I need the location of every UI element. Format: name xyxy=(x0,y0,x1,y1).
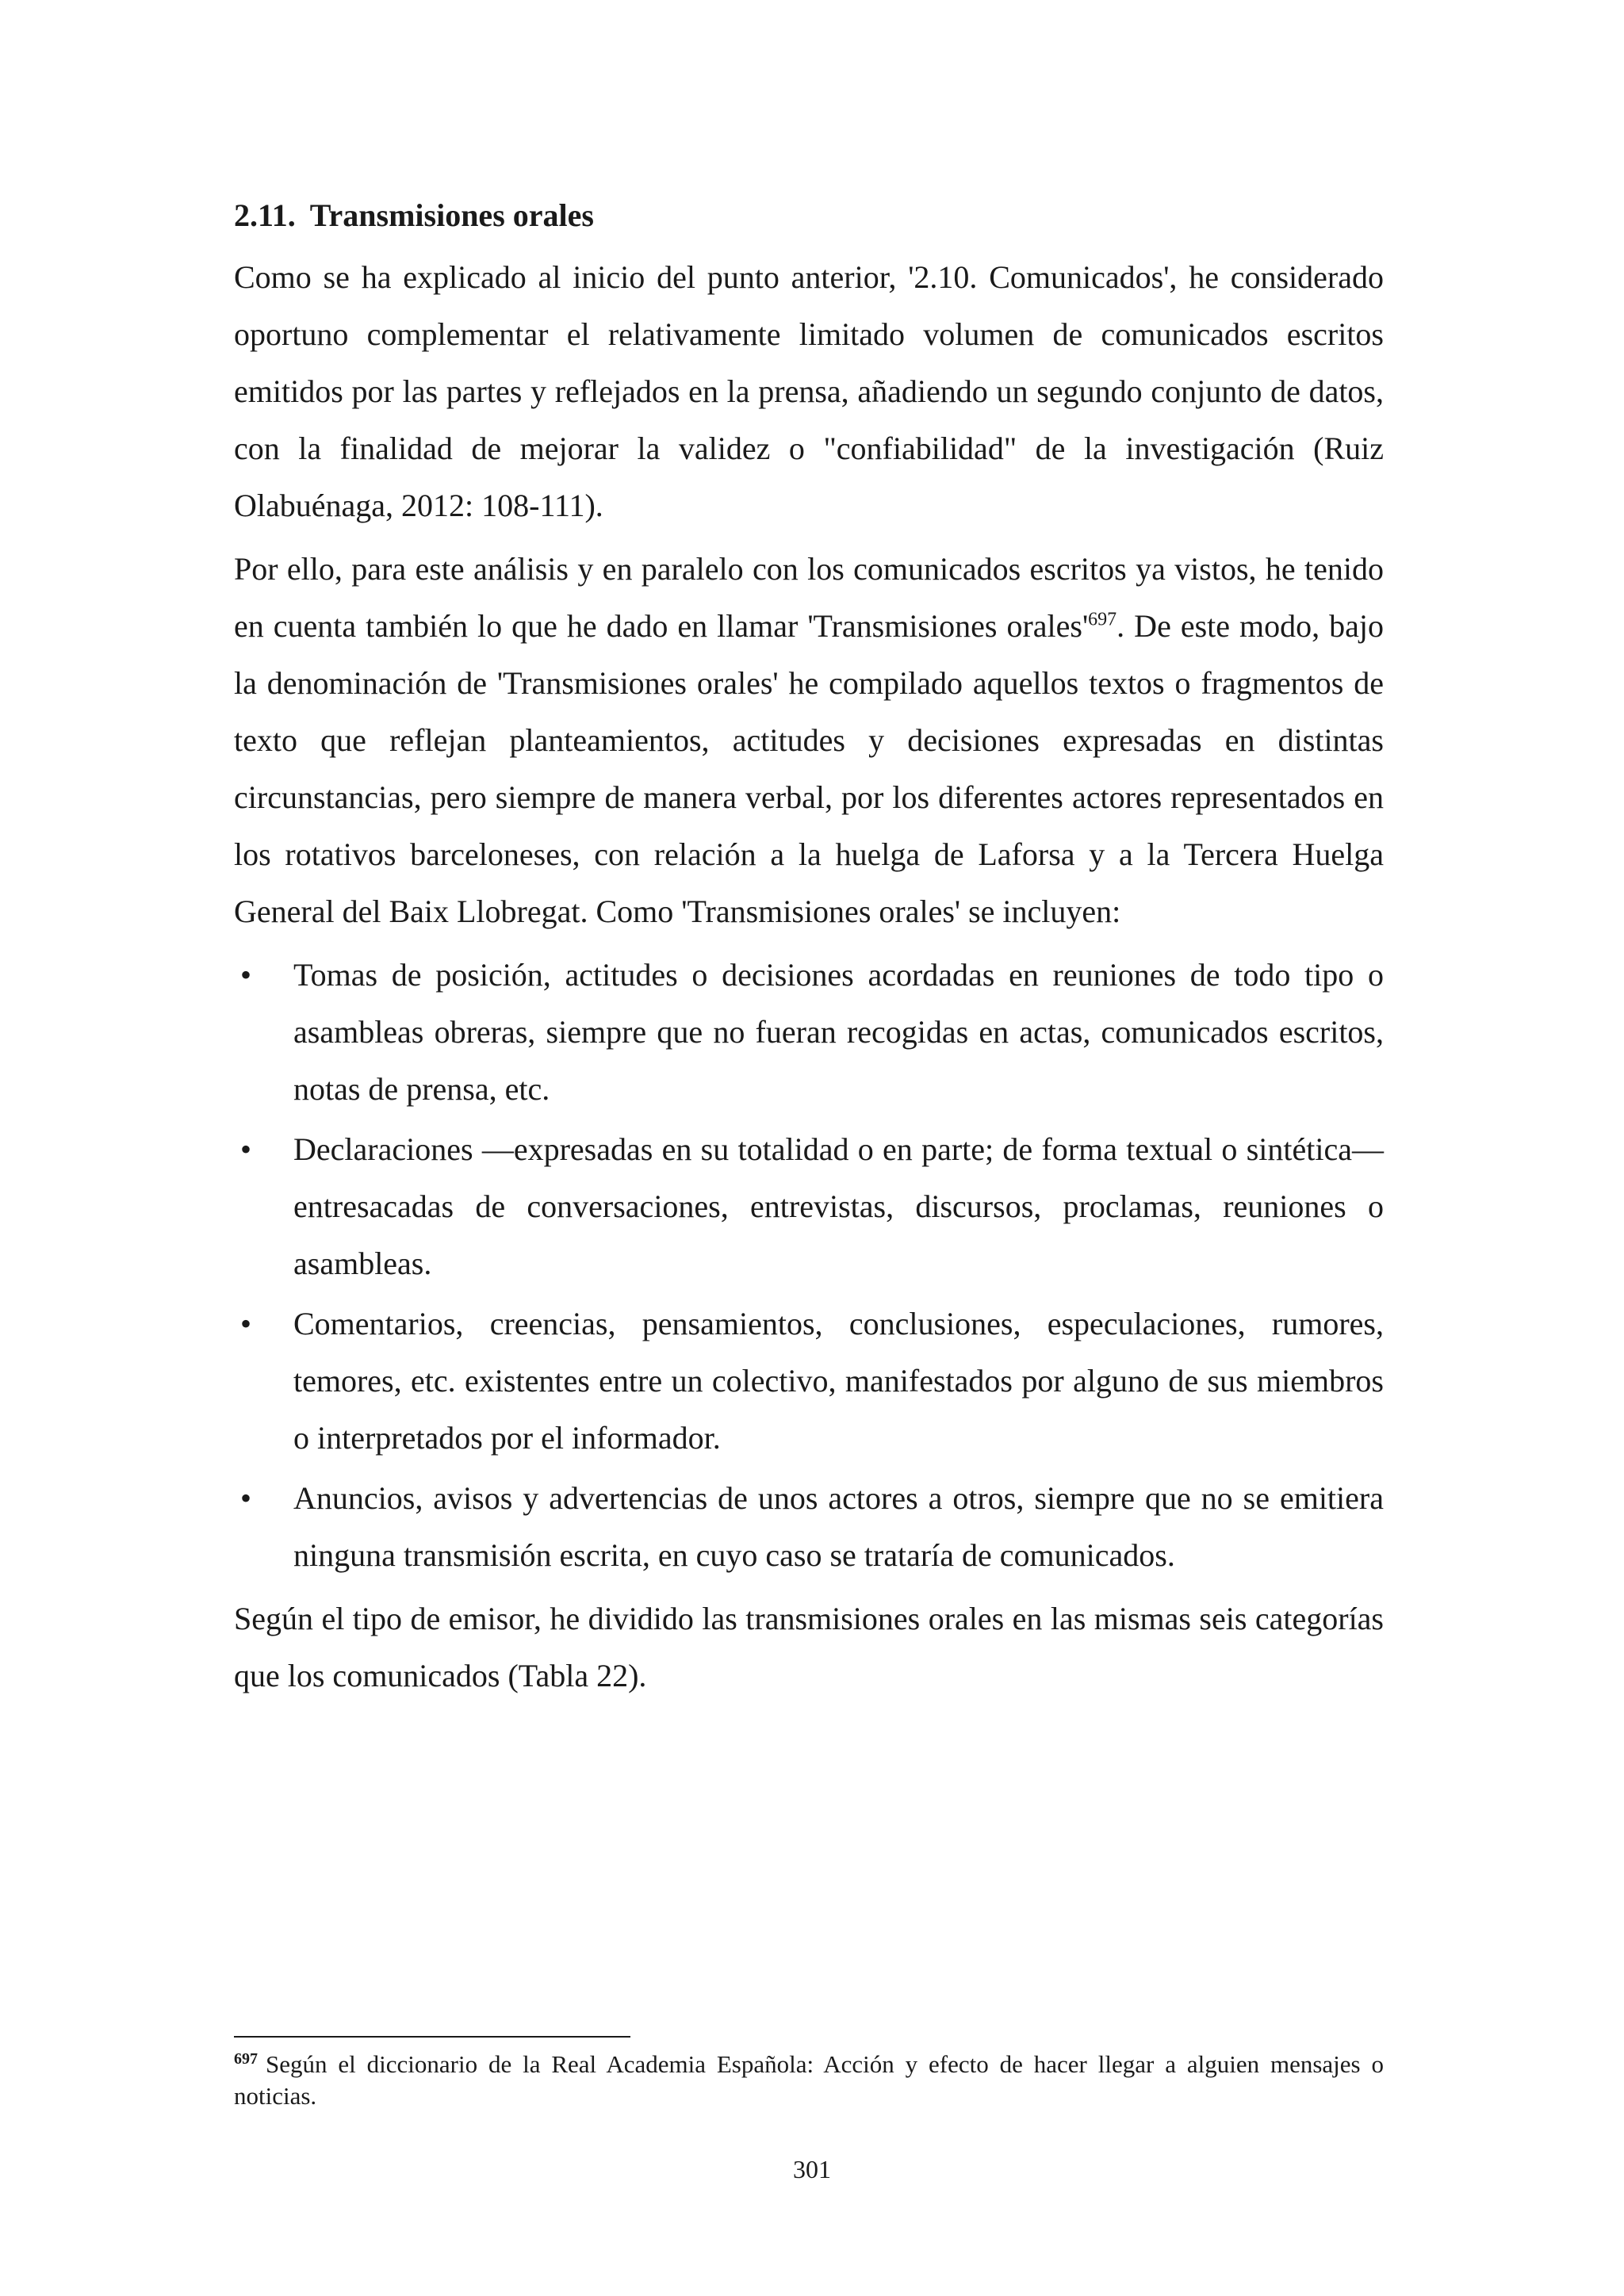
footnote-number: 697 xyxy=(234,2049,258,2068)
list-item-text: Comentarios, creencias, pensamientos, conclusiones, especulaciones, rumores, temores, etc. existentes entre un colectivo, manifestados por alguno de sus miembros o interpretados por el informador. xyxy=(293,1306,1384,1456)
inclusion-list xyxy=(234,947,1384,1584)
section-heading xyxy=(234,187,1384,244)
section-number: 2.11. xyxy=(234,197,296,233)
bullet-icon: • xyxy=(240,957,252,993)
footnote-divider xyxy=(234,2036,630,2038)
footnote xyxy=(234,2049,1384,2112)
page-number: 301 xyxy=(793,2155,831,2183)
list-item xyxy=(234,947,1384,1118)
bullet-icon: • xyxy=(240,1480,252,1516)
list-item-text: Tomas de posición, actitudes o decisiones acordadas en reuniones de todo tipo o asambleas obreras, siempre que no fueran recogidas en actas, comunicados escritos, notas de prensa, etc. xyxy=(293,957,1384,1107)
list-item xyxy=(234,1295,1384,1467)
bullet-icon: • xyxy=(240,1131,252,1167)
paragraph-intro: Como se ha explicado al inicio del punto anterior, '2.10. Comunicados', he considerado oportuno complementar el relativamente limitado volumen de comunicados escritos emitidos por las partes y reflejados en la prensa, añadiendo un segundo conjunto de datos, con la finalidad de mejorar la validez o "confiabilidad" de la investigación (Ruiz Olabuénaga, 2012: 108-111). xyxy=(234,259,1384,523)
paragraph-categories: Según el tipo de emisor, he dividido las transmisiones orales en las mismas seis categorías que los comunicados (Tabla 22). xyxy=(234,1601,1384,1693)
list-item xyxy=(234,1121,1384,1292)
list-item xyxy=(234,1470,1384,1584)
footnote-text: Según el diccionario de la Real Academia Española: Acción y efecto de hacer llegar a alguien mensajes o noticias. xyxy=(234,2050,1384,2110)
paragraph-oral-transmissions xyxy=(234,541,1384,940)
paragraph-text-after-ref: . De este modo, bajo la denominación de 'Transmisiones orales' he compilado aquellos textos o fragmentos de texto que reflejan planteamientos, actitudes y decisiones expresadas en distintas circunstancias, pero siempre de manera verbal, por los diferentes actores representados en los rotativos barceloneses, con relación a la huelga de Laforsa y a la Tercera Huelga General del Baix Llobregat. Como 'Transmisiones orales' se incluyen: xyxy=(234,608,1385,929)
bullet-icon: • xyxy=(240,1306,252,1341)
list-item-text: Anuncios, avisos y advertencias de unos actores a otros, siempre que no se emitiera ninguna transmisión escrita, en cuyo caso se trataría de comunicados. xyxy=(293,1480,1384,1573)
page-body xyxy=(234,187,1384,1711)
section-title: Transmisiones orales xyxy=(309,197,594,233)
list-item-text: Declaraciones —expresadas en su totalidad o en parte; de forma textual o sintética— entresacadas de conversaciones, entrevistas, discursos, proclamas, reuniones o asambleas. xyxy=(293,1131,1384,1281)
paragraph-text-before-ref: Por ello, para este análisis y en paralelo con los comunicados escritos ya vistos, he tenido en cuenta también lo que he dado en llamar 'Transmisiones orales' xyxy=(234,551,1384,644)
footnote-reference[interactable]: 697 xyxy=(1088,609,1117,630)
